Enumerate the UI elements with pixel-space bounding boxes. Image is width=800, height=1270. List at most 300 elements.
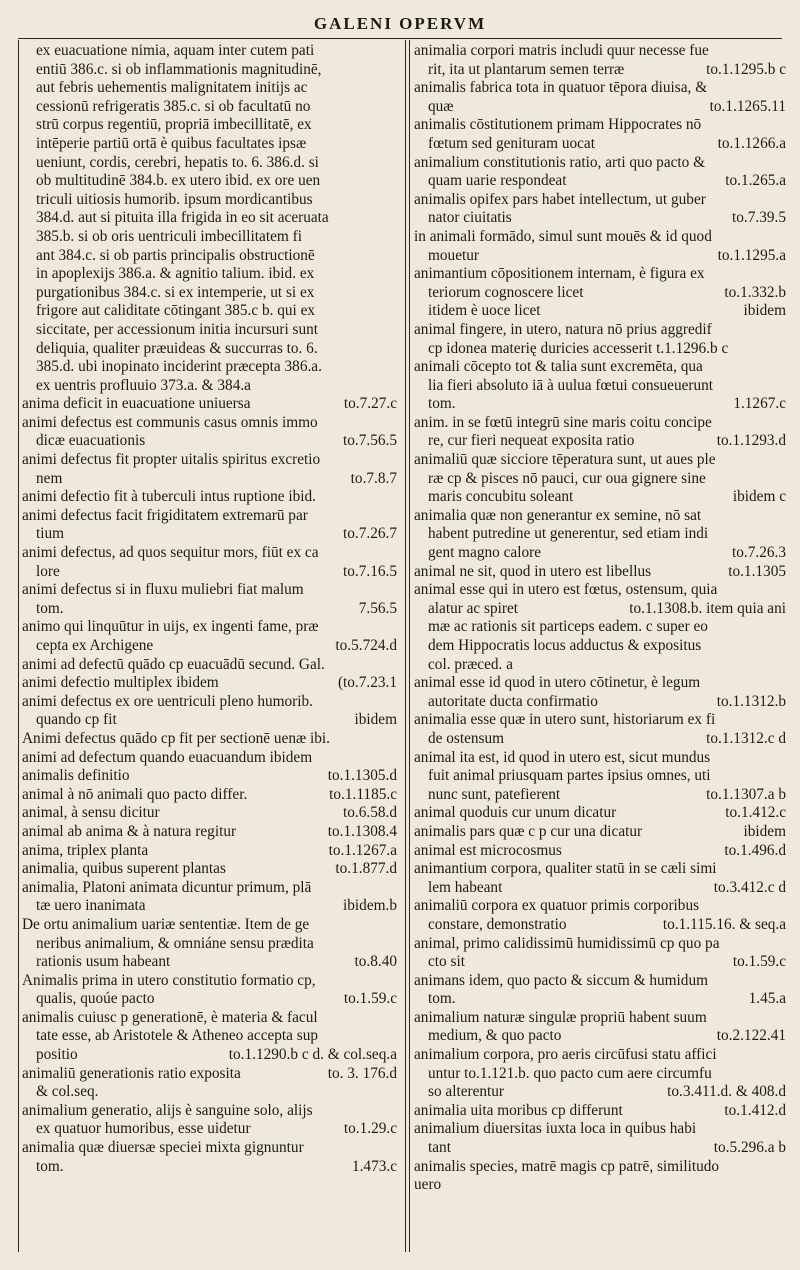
index-entry-line [414,1158,786,1177]
index-entry-text: animalia uita moribus cp differunt [414,1101,623,1119]
index-entry-reference: to.5.296.a b [713,1139,786,1157]
index-entry-line [22,600,397,619]
index-entry-line [22,470,397,489]
index-entry-line [414,618,786,637]
index-entry-line [414,247,786,266]
index-entry-text: cessionū refrigeratis 385.c. si ob facultatū no [36,97,311,115]
index-entry-line [22,1065,397,1084]
index-entry-line [22,414,397,433]
index-entry-line [414,1176,786,1195]
index-entry-text: animi defectio multiplex ibidem [22,674,219,692]
index-entry-line [22,860,397,879]
index-entry-reference: ibidem [354,711,397,729]
index-entry-text: animi ad defectū quādo cp euacuādū secund. Gal. [22,655,325,673]
index-entry-line [22,228,397,247]
index-entry-text: animalis pars quæ c p cur una dicatur [414,822,643,840]
index-entry-text: nem [36,469,63,487]
index-entry-line [414,228,786,247]
index-entry-line [22,674,397,693]
index-entry-reference: to.1.1305 [728,562,786,580]
index-entry-line [22,823,397,842]
index-entry-text: animalia, quibus superent plantas [22,860,226,878]
index-entry-line [414,711,786,730]
index-entry-text: habent putredine ut generentur, sed etiam indi [428,525,709,543]
index-entry-text: cepta ex Archigene [36,637,154,654]
index-entry-reference: to.1.1290.b c d. & col.seq.a [228,1046,397,1064]
index-entry-line [22,544,397,563]
index-entry-line [22,879,397,898]
index-entry-line [414,990,786,1009]
index-entry-text: cto sit [428,953,465,971]
index-entry-text: dem Hippocratis locus adductus & expositus [428,637,702,654]
running-head: GALENI OPERVM [313,14,487,33]
index-column-left [22,42,397,1176]
index-entry-text: animalia corpori matris includi quur necesse fue [414,42,709,59]
index-entry-line [22,79,397,98]
index-entry-text: animi defectus si in fluxu muliebri fiat malum [22,581,304,599]
index-entry-line [414,637,786,656]
index-entry-reference: to.1.1305.d [327,767,397,785]
index-entry-text: frigore aut caliditate cōtingant 385.c b. qui ex [36,302,316,320]
index-entry-line [414,432,786,451]
index-entry-line [414,507,786,526]
index-entry-line [22,488,397,507]
index-entry-text: animaliū quæ sicciore tēperatura sunt, ut aues ple [414,451,716,469]
index-entry-reference: 1.45.a [748,990,786,1008]
index-entry-line [22,916,397,935]
index-entry-line [22,340,397,359]
index-entry-text: ex quatuor humoribus, esse uidetur [36,1120,251,1138]
index-entry-line [414,656,786,675]
index-entry-line [414,42,786,61]
index-entry-line [414,600,786,619]
index-entry-line [414,767,786,786]
index-entry-text: untur to.1.121.b. quo pacto cum aere circumfu [428,1064,712,1082]
index-entry-line [22,711,397,730]
index-entry-line [22,209,397,228]
index-entry-text: medium, & quo pacto [428,1027,562,1045]
index-entry-text: animal ab anima & à natura regitur [22,822,237,840]
index-entry-line [22,656,397,675]
index-entry-text: animo qui linquūtur in uijs, ex ingenti fame, præ [22,618,319,636]
index-entry-reference: to.7.26.3 [732,544,786,562]
index-entry-text: animi defectus ex ore uentriculi pleno humorib. [22,692,313,710]
index-entry-reference: to.1.412.d [724,1101,786,1119]
index-entry-line [22,172,397,191]
index-entry-reference: to.3.412.c d [713,878,786,896]
index-entry-text: De ortu animalium uariæ sententiæ. Item de ge [22,915,310,933]
index-entry-line [22,637,397,656]
index-entry-text: animal fingere, in utero, natura nō prius aggredif [414,320,712,338]
index-entry-text: tate esse, ab Aristotele & Atheneo accepta sup [36,1027,319,1045]
index-entry-text: qualis, quoúe pacto [36,990,155,1008]
index-entry-text: ræ cp & pisces nō pauci, cur oua gignere sine [428,469,706,487]
index-entry-line [414,842,786,861]
index-entry-line [22,507,397,526]
index-entry-line [414,972,786,991]
index-entry-text: mæ ac rationis sit particeps eadem. c super eo [428,618,708,636]
index-entry-reference: to.1.59.c [343,990,397,1008]
index-entry-reference: to.1.1307.a b [706,785,786,803]
index-entry-text: animans idem, quo pacto & siccum & humidum [414,971,708,989]
index-entry-line [414,116,786,135]
index-entry-reference: ibidem [743,822,786,840]
index-entry-line [22,1158,397,1177]
index-entry-line [414,916,786,935]
index-entry-line [22,804,397,823]
index-entry-text: tom. [36,1157,64,1175]
index-entry-line [414,358,786,377]
index-entry-line [414,525,786,544]
index-entry-text: quando cp fit [36,711,117,729]
index-entry-text: tant [428,1139,451,1157]
index-entry-text: anim. in se fœtū integrū sine maris coitu concipe [414,413,712,431]
index-entry-line [22,377,397,396]
index-entry-line [414,209,786,228]
index-entry-reference: to.8.40 [354,953,397,971]
index-entry-reference: to.7.39.5 [732,209,786,227]
index-entry-line [414,1083,786,1102]
index-entry-reference: to.3.411.d. & 408.d [667,1083,786,1101]
index-entry-text: animi defectio fit à tuberculi intus ruptione ibid. [22,488,316,506]
index-entry-line [22,1102,397,1121]
index-entry-line [22,972,397,991]
index-entry-text: ueniunt, cordis, cerebri, hepatis to. 6. 386.d. si [36,153,319,171]
index-entry-line [414,154,786,173]
index-entry-text: animalis cuiusc p generationē, è materia & facul [22,1008,318,1026]
index-entry-reference: to.1.332.b [724,283,786,301]
index-entry-reference: to.1.496.d [724,841,786,859]
index-entry-line [414,470,786,489]
index-entry-text: animalis species, matrē magis cp patrē, similitudo [414,1157,720,1175]
index-entry-line [414,581,786,600]
index-entry-line [22,581,397,600]
index-entry-line [414,61,786,80]
index-entry-line [22,990,397,1009]
index-entry-text: animal esse qui in utero est fœtus, ostensum, quia [414,581,718,599]
index-entry-text: rit, ita ut plantarum semen terræ [428,60,625,78]
index-entry-line [22,1120,397,1139]
index-entry-line [22,247,397,266]
index-entry-reference: to.1.1295.a [717,246,786,264]
index-entry-text: animal esse id quod in utero cōtinetur, è legum [414,674,701,692]
index-entry-line [414,302,786,321]
index-entry-line [22,935,397,954]
index-entry-reference: to.6.58.d [343,804,397,822]
index-entry-text: mouetur [428,246,479,264]
index-entry-text: anima deficit in euacuatione uniuersa [22,395,251,413]
index-entry-text: ex euacuatione nimia, aquam inter cutem pati [36,42,315,59]
index-entry-text: intēperie partiū ortā è quibus facultates ipsæ [36,134,307,152]
left-margin-rule [18,40,19,1252]
index-entry-text: constare, demonstratio [428,915,567,933]
index-entry-reference: to.1.115.16. & seq.a [662,915,786,933]
index-entry-line [414,860,786,879]
index-entry-text: tæ uero inanimata [36,897,146,915]
index-entry-text: 385.b. si ob oris uentriculi imbecillitatem fi [36,227,302,245]
index-entry-line [22,525,397,544]
index-entry-text: de ostensum [428,729,505,747]
index-entry-line [414,749,786,768]
index-entry-line [22,395,397,414]
index-entry-line [22,191,397,210]
index-entry-line [22,61,397,80]
column-divider-inner [409,40,410,1252]
index-entry-line [22,116,397,135]
index-entry-line [22,1046,397,1065]
index-entry-text: tium [36,525,65,543]
index-entry-line [22,897,397,916]
index-entry-line [22,1009,397,1028]
index-entry-line [414,786,786,805]
index-entry-text: anima, triplex planta [22,841,149,859]
index-entry-text: itidem è uoce licet [428,302,541,320]
index-entry-text: neribus animalium, & omniáne sensu prædita [36,934,314,952]
index-entry-reference: to.1.1295.b c [706,60,786,78]
index-entry-line [22,321,397,340]
index-entry-reference: to.1.412.c [725,804,786,822]
index-entry-line [414,935,786,954]
index-entry-text: quæ [428,97,454,115]
index-entry-text: animalis cōstitutionem primam Hippocrates nō [414,116,702,134]
index-entry-line [22,563,397,582]
index-entry-text: ant 384.c. si ob partis principalis obstructionē [36,246,315,264]
index-entry-text: maris concubitu soleant [428,488,574,506]
index-entry-reference: 7.56.5 [358,599,397,617]
index-entry-line [22,953,397,972]
index-entry-text: dicæ euacuationis [36,432,146,450]
index-entry-line [414,1139,786,1158]
index-entry-text: strū corpus regentiū, propriā imbecillitatē, ex [36,116,312,134]
index-entry-line [414,1102,786,1121]
index-entry-reference: to.1.1308.4 [327,822,397,840]
index-entry-text: animal est microcosmus [414,841,562,859]
index-entry-text: cp idonea materię duricies accesserit t.1.1296.b c [428,339,729,357]
index-entry-reference: to.2.122.41 [716,1027,786,1045]
index-entry-reference: to.1.1265.11 [709,97,786,115]
index-entry-line [414,1065,786,1084]
index-entry-text: nunc sunt, patefierent [428,785,561,803]
index-entry-line [414,172,786,191]
index-entry-reference: to. 3. 176.d [327,1064,397,1082]
index-entry-line [22,98,397,117]
index-entry-text: tom. [428,990,456,1008]
index-entry-text: animi defectus facit frigiditatem extremarū par [22,506,308,524]
index-entry-line [22,693,397,712]
index-entry-text: positio [36,1046,78,1064]
index-entry-text: animantium cōpositionem internam, è figura ex [414,265,705,283]
index-entry-reference: to.7.56.5 [343,432,397,450]
index-entry-text: animalium constitutionis ratio, arti quo pacto & [414,153,706,171]
index-entry-reference: to.1.59.c [732,953,786,971]
index-entry-line [22,786,397,805]
index-entry-reference: ibidem c [732,488,786,506]
index-entry-text: animi defectus est communis casus omnis immo [22,413,318,431]
index-entry-reference: to.1.1293.d [716,432,786,450]
index-entry-text: fuit animal priusquam partes ipsius omnes, uti [428,767,711,785]
index-entry-line [22,154,397,173]
index-entry-line [22,730,397,749]
index-entry-line [22,1083,397,1102]
index-entry-text: animalis definitio [22,767,130,785]
index-entry-text: & col.seq. [36,1083,99,1101]
index-entry-text: animi defectus fit propter uitalis spiritus excretio [22,451,321,469]
index-entry-reference: to.7.27.c [343,395,397,413]
index-entry-text: ob multitudinē 384.b. ex utero ibid. ex ore uen [36,172,321,190]
index-entry-line [22,749,397,768]
index-entry-text: lem habeant [428,878,503,896]
index-entry-text: animalis opifex pars habet intellectum, ut guber [414,190,706,208]
index-entry-line [414,284,786,303]
index-entry-reference: to.1.1312.c d [706,729,786,747]
index-entry-line [22,358,397,377]
index-entry-reference: to.1.1312.b [716,692,786,710]
index-entry-text: animalia quæ diuersæ speciei mixta gignuntur [22,1139,304,1157]
index-entry-line [414,730,786,749]
index-entry-line [414,451,786,470]
index-entry-line [414,1046,786,1065]
index-entry-text: gent magno calore [428,544,541,562]
index-entry-text: 385.d. ubi inopinato inciderint præcepta 386.a. [36,358,322,376]
index-entry-text: autoritate ducta confirmatio [428,692,598,710]
index-entry-reference: ibidem [743,302,786,320]
index-entry-line [22,1139,397,1158]
index-entry-text: animali cōcepto tot & talia sunt excremēta, qua [414,358,703,376]
index-entry-line [414,693,786,712]
index-entry-text: deliquia, qualiter præuideas & succurras to. 6. [36,339,318,357]
index-entry-line [414,377,786,396]
index-entry-text: lia fieri absoluto iā à uulua fœtui consueuerunt [428,376,714,394]
index-entry-line [414,321,786,340]
index-column-right [414,42,786,1195]
index-entry-reference: ibidem.b [343,897,397,915]
index-entry-text: aut febris uehementis malignitatem initijs ac [36,79,308,97]
index-entry-text: animal ne sit, quod in utero est libellus [414,562,652,580]
index-entry-text: triculi uitiosis humorib. ipsum mordicantibus [36,190,313,208]
index-entry-reference: to.1.1266.a [717,134,786,152]
index-entry-line [414,265,786,284]
header-rule [18,38,782,39]
index-entry-reference: 1.473.c [351,1157,397,1175]
index-entry-text: tom. [36,599,64,617]
index-entry-line [22,284,397,303]
index-entry-line [414,414,786,433]
index-entry-reference: to.1.1308.b. item quia ani [629,599,786,617]
index-entry-line [414,488,786,507]
index-entry-line [414,191,786,210]
index-entry-line [22,42,397,61]
index-entry-text: animal à nō animali quo pacto differ. [22,785,248,803]
index-entry-text: animal quoduis cur unum dicatur [414,804,617,822]
index-entry-text: 384.d. aut si pituita illa frigida in eo sit aceruata [36,209,329,227]
index-entry-text: quam uarie respondeat [428,172,567,190]
index-entry-text: re, cur fieri nequeat exposita ratio [428,432,635,450]
index-entry-line [22,451,397,470]
index-entry-text: so alterentur [428,1083,505,1101]
index-entry-text: animalium generatio, alijs è sanguine solo, alijs [22,1101,313,1119]
index-entry-reference: to.1.877.d [335,860,397,878]
index-entry-text: purgationibus 384.c. si ex intemperie, ut si ex [36,283,315,301]
index-entry-text: fœtum sed genituram uocat [428,134,595,152]
index-entry-text: col. præced. a [428,655,513,673]
index-entry-reference: to.1.1267.a [328,841,397,859]
index-entry-text: animaliū corpora ex quatuor primis corporibus [414,897,700,915]
index-entry-reference: to.7.26.7 [343,525,397,543]
index-entry-line [414,823,786,842]
index-entry-text: animal, à sensu dicitur [22,804,160,822]
index-entry-reference: to.1.265.a [725,172,786,190]
index-entry-text: animalium naturæ singulæ propriū habent suum [414,1008,707,1026]
index-entry-line [414,98,786,117]
index-entry-text: uero [414,1176,442,1194]
index-entry-text: in animali formādo, simul sunt mouēs & id quod [414,227,712,245]
index-entry-line [414,135,786,154]
index-entry-text: animalium diuersitas iuxta loca in quibus habi [414,1120,697,1138]
index-entry-line [414,1027,786,1046]
index-entry-line [22,302,397,321]
index-entry-text: animaliū generationis ratio exposita [22,1064,241,1082]
index-entry-text: Animi defectus quādo cp fit per sectionē uenæ ibi. [22,729,330,747]
index-entry-text: entiū 386.c. si ob inflammationis magnitudinē, [36,60,322,78]
index-entry-line [414,1120,786,1139]
index-entry-text: animi ad defectum quando euacuandum ibidem [22,748,313,766]
index-entry-line [414,879,786,898]
index-entry-reference: to.7.8.7 [350,469,397,487]
index-entry-text: teriorum cognoscere licet [428,283,584,301]
index-entry-line [414,897,786,916]
column-divider [405,40,406,1252]
index-entry-text: alatur ac spiret [428,599,519,617]
index-entry-text: animalia esse quæ in utero sunt, historiarum ex fi [414,711,716,729]
index-entry-text: animantium corpora, qualiter statū in se cæli simi [414,860,717,878]
index-entry-line [414,79,786,98]
index-entry-line [414,804,786,823]
index-entry-text: animalia, Platoni animata dicuntur primum, plā [22,878,312,896]
index-entry-line [22,135,397,154]
index-entry-line [414,674,786,693]
index-entry-reference: to.1.29.c [343,1120,397,1138]
index-entry-reference: 1.1267.c [733,395,786,413]
index-entry-reference: to.7.16.5 [343,562,397,580]
index-entry-text: animal ita est, id quod in utero est, sicut mundus [414,748,711,766]
index-entry-text: animalia quæ non generantur ex semine, nō sat [414,506,702,524]
index-entry-line [22,1027,397,1046]
index-entry-line [414,1009,786,1028]
index-entry-reference: to.1.1185.c [329,785,397,803]
index-entry-line [22,432,397,451]
index-entry-text: ex uentris profluuio 373.a. & 384.a [36,376,251,394]
index-entry-line [414,395,786,414]
index-entry-text: lore [36,562,60,580]
index-entry-line [22,842,397,861]
index-entry-text: tom. [428,395,456,413]
index-entry-text: nator ciuitatis [428,209,512,227]
index-entry-line [22,265,397,284]
index-entry-text: animal, primo calidissimū humidissimū cp quo pa [414,934,720,952]
index-entry-line [414,544,786,563]
index-entry-line [22,767,397,786]
index-entry-line [414,563,786,582]
index-entry-text: rationis usum habeant [36,953,171,971]
index-entry-line [414,953,786,972]
index-entry-text: animalium corpora, pro aeris circūfusi statu affici [414,1046,717,1064]
index-entry-text: animalis fabrica tota in quatuor tēpora diuisa, & [414,79,708,97]
index-entry-text: in apoplexijs 386.a. & agnitio talium. ibid. ex [36,265,315,283]
index-entry-text: Animalis prima in utero constitutio formatio cp, [22,971,316,989]
index-entry-line [414,340,786,359]
index-entry-reference: (to.7.23.1 [337,674,397,692]
index-entry-text: siccitate, per accessionum initia incursuri sunt [36,320,319,338]
